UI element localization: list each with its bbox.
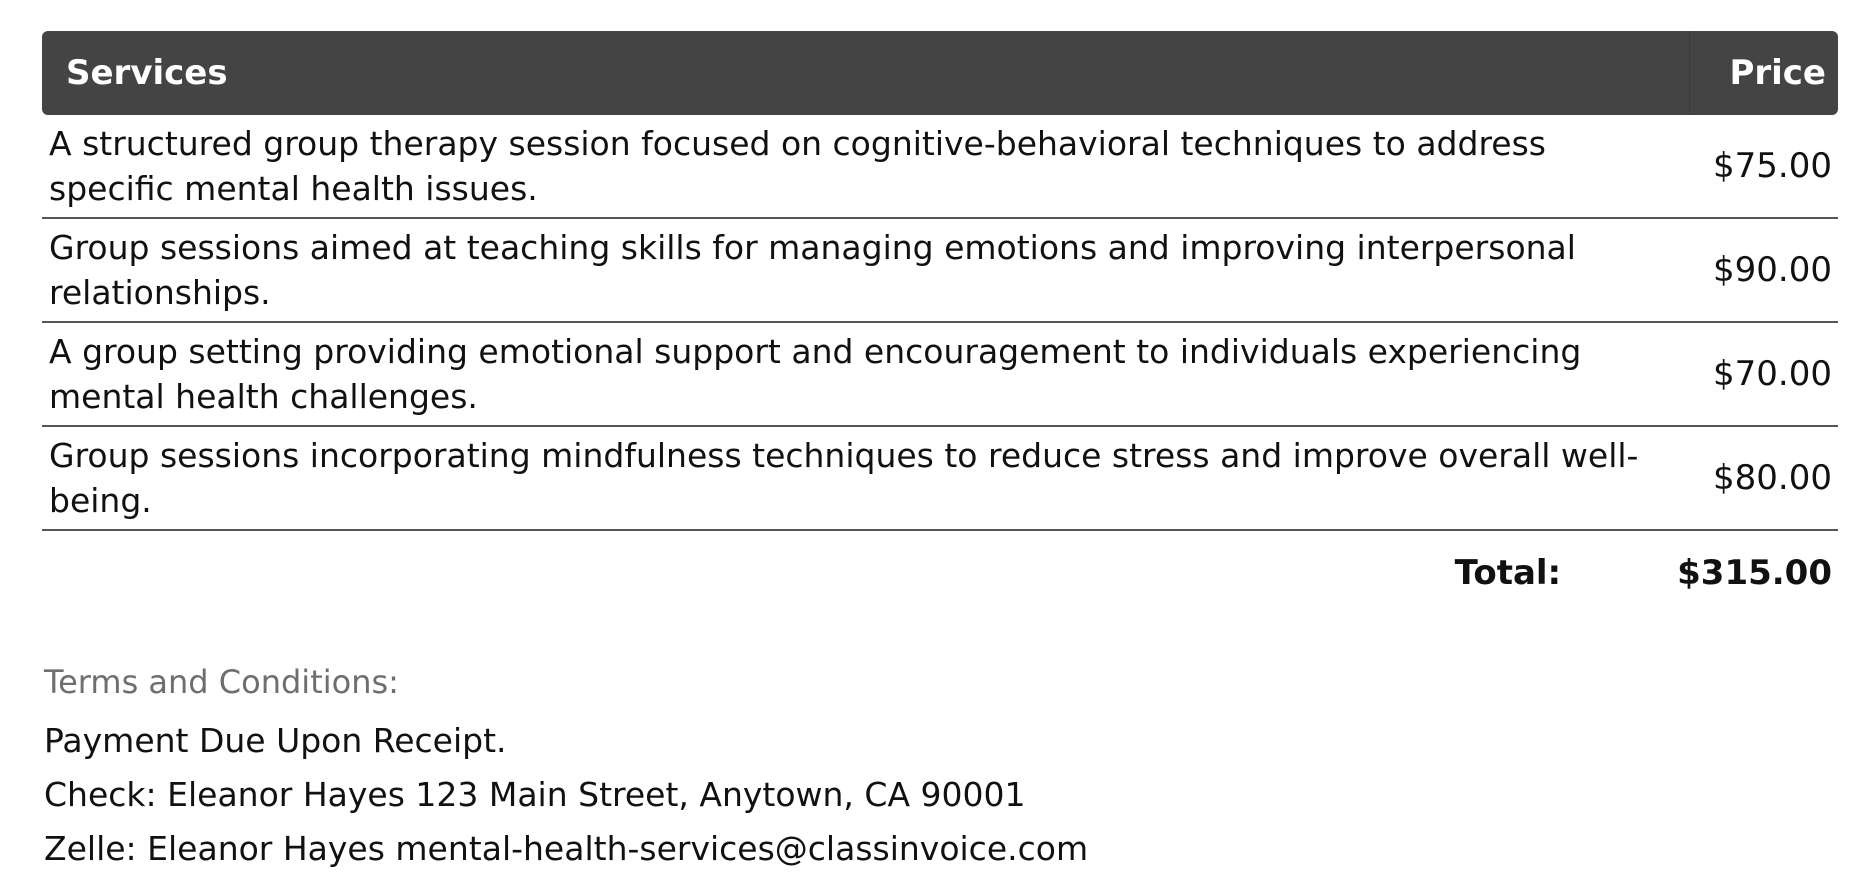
terms-line-zelle: Zelle: Eleanor Hayes mental-health-services@classinvoice.com [44,829,1089,868]
service-description: A structured group therapy session focused on cognitive-behavioral techniques to address specific mental health issues. [49,124,1546,208]
services-column-header: Services [66,53,228,93]
service-price: $90.00 [1713,250,1832,290]
service-price: $70.00 [1713,354,1832,394]
terms-title: Terms and Conditions: [44,663,399,701]
total-value: $315.00 [1677,553,1832,593]
service-description: A group setting providing emotional support and encouragement to individuals experiencing mental health challenges. [49,332,1582,416]
terms-section [44,660,1088,876]
table-row [42,427,1838,531]
table-row [42,323,1838,427]
table-row [42,219,1838,323]
service-description: Group sessions aimed at teaching skills for managing emotions and improving interpersonal relationships. [49,228,1576,312]
table-header [42,31,1838,115]
service-price: $75.00 [1713,146,1832,186]
total-label: Total: [1454,553,1562,593]
terms-line-check: Check: Eleanor Hayes 123 Main Street, Anytown, CA 90001 [44,775,1026,814]
total-row [42,531,1838,615]
service-description: Group sessions incorporating mindfulness techniques to reduce stress and improve overall well-being. [49,436,1639,520]
price-column-header: Price [1689,31,1838,115]
terms-line-payment: Payment Due Upon Receipt. [44,721,507,760]
services-table [42,31,1838,615]
table-row [42,115,1838,219]
service-price: $80.00 [1713,458,1832,498]
